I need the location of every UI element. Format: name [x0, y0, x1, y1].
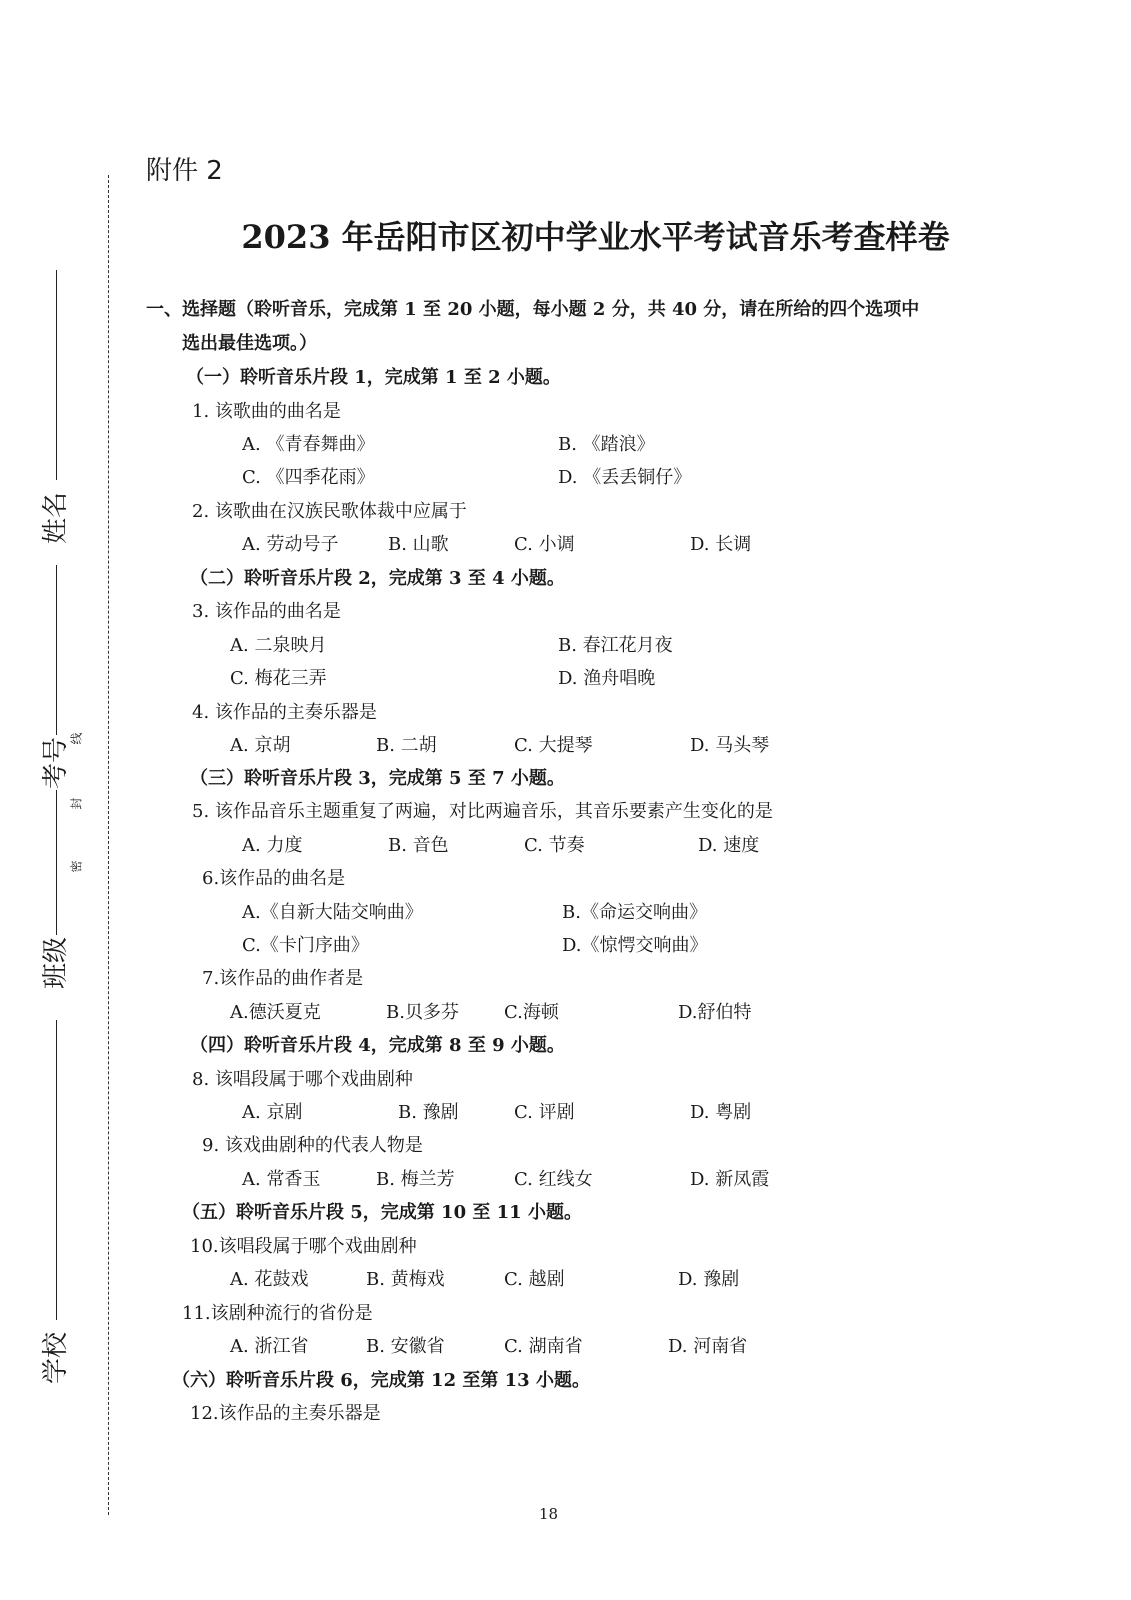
name-underline [56, 270, 57, 480]
question-4-option-b: B. 二胡 [376, 735, 437, 756]
question-1-option-c: C. 《四季花雨》 [242, 467, 375, 488]
question-3-stem: 3. 该作品的曲名是 [192, 601, 341, 622]
question-5-option-c: C. 节奏 [524, 835, 585, 856]
question-10-option-b: B. 黄梅戏 [366, 1269, 445, 1290]
class-underline [56, 790, 57, 935]
part-6-heading: （六）聆听音乐片段 6，完成第 12 至第 13 小题。 [172, 1370, 590, 1391]
question-8-stem: 8. 该唱段属于哪个戏曲剧种 [192, 1069, 413, 1090]
question-3-option-a: A. 二泉映月 [230, 635, 327, 656]
school-label: 学校 [41, 1331, 72, 1385]
question-5-option-d: D. 速度 [698, 835, 760, 856]
seal-seal-char: 封 [69, 797, 84, 810]
question-3-option-d: D. 渔舟唱晚 [558, 668, 656, 689]
question-2-stem: 2. 该歌曲在汉族民歌体裁中应属于 [192, 501, 467, 522]
question-8-option-d: D. 粤剧 [690, 1102, 752, 1123]
question-5-option-a: A. 力度 [242, 835, 303, 856]
question-6-option-c: C.《卡门序曲》 [242, 935, 369, 956]
question-5-stem: 5. 该作品音乐主题重复了两遍，对比两遍音乐，其音乐要素产生变化的是 [192, 801, 773, 822]
question-10-stem: 10.该唱段属于哪个戏曲剧种 [190, 1236, 417, 1257]
question-4-option-c: C. 大提琴 [514, 735, 593, 756]
name-label: 姓名 [41, 491, 72, 545]
part-2-heading: （二）聆听音乐片段 2，完成第 3 至 4 小题。 [190, 568, 565, 589]
question-3-option-b: B. 春江花月夜 [558, 635, 673, 656]
page-title: 2023 年岳阳市区初中学业水平考试音乐考查样卷 [241, 218, 950, 256]
question-12-stem: 12.该作品的主奏乐器是 [190, 1403, 381, 1424]
question-2-option-b: B. 山歌 [388, 534, 449, 555]
question-9-option-d: D. 新凤霞 [690, 1169, 770, 1190]
question-3-option-c: C. 梅花三弄 [230, 668, 327, 689]
question-9-option-c: C. 红线女 [514, 1169, 593, 1190]
question-5-option-b: B. 音色 [388, 835, 449, 856]
question-1-option-d: D. 《丢丢铜仔》 [558, 467, 692, 488]
question-10-option-c: C. 越剧 [504, 1269, 565, 1290]
part-3-heading: （三）聆听音乐片段 3，完成第 5 至 7 小题。 [190, 768, 565, 789]
part-4-heading: （四）聆听音乐片段 4，完成第 8 至 9 小题。 [190, 1035, 565, 1056]
question-8-option-c: C. 评剧 [514, 1102, 575, 1123]
question-8-option-a: A. 京剧 [242, 1102, 303, 1123]
seal-secret-char: 密 [69, 860, 84, 873]
page-number: 18 [539, 1505, 559, 1523]
question-8-option-b: B. 豫剧 [398, 1102, 459, 1123]
question-9-option-a: A. 常香玉 [242, 1169, 321, 1190]
question-7-stem: 7.该作品的曲作者是 [202, 968, 364, 989]
question-4-option-d: D. 马头琴 [690, 735, 770, 756]
exam-no-label: 考号 [41, 736, 72, 790]
question-9-option-b: B. 梅兰芳 [376, 1169, 455, 1190]
question-11-option-a: A. 浙江省 [230, 1336, 309, 1357]
fold-dashed-line [108, 175, 109, 1515]
question-7-option-d: D.舒伯特 [678, 1002, 752, 1023]
question-11-option-d: D. 河南省 [668, 1336, 748, 1357]
question-2-option-d: D. 长调 [690, 534, 752, 555]
question-2-option-a: A. 劳动号子 [242, 534, 339, 555]
question-1-option-a: A. 《青春舞曲》 [242, 434, 375, 455]
section-heading-line1: 一、选择题（聆听音乐，完成第 1 至 20 小题，每小题 2 分，共 40 分，请在所给的四个选项中 [146, 299, 920, 320]
section-heading-line2: 选出最佳选项。） [182, 333, 317, 354]
question-6-option-a: A.《自新大陆交响曲》 [242, 902, 423, 923]
question-11-option-c: C. 湖南省 [504, 1336, 583, 1357]
question-11-stem: 11.该剧种流行的省份是 [182, 1303, 373, 1324]
seal-line-char: 线 [69, 732, 84, 745]
question-7-option-b: B.贝多芬 [386, 1002, 459, 1023]
question-6-stem: 6.该作品的曲名是 [202, 868, 346, 889]
annex-label: 附件 2 [146, 156, 223, 186]
class-label: 班级 [41, 936, 72, 990]
question-2-option-c: C. 小调 [514, 534, 575, 555]
question-6-option-b: B.《命运交响曲》 [562, 902, 707, 923]
question-9-stem: 9. 该戏曲剧种的代表人物是 [202, 1135, 423, 1156]
part-1-heading: （一）聆听音乐片段 1，完成第 1 至 2 小题。 [186, 367, 561, 388]
question-6-option-d: D.《惊愕交响曲》 [562, 935, 708, 956]
question-1-option-b: B. 《踏浪》 [558, 434, 655, 455]
question-4-stem: 4. 该作品的主奏乐器是 [192, 702, 377, 723]
question-7-option-c: C.海顿 [504, 1002, 559, 1023]
question-10-option-a: A. 花鼓戏 [230, 1269, 309, 1290]
question-7-option-a: A.德沃夏克 [230, 1002, 321, 1023]
part-5-heading: （五）聆听音乐片段 5，完成第 10 至 11 小题。 [182, 1202, 582, 1223]
question-4-option-a: A. 京胡 [230, 735, 291, 756]
question-1-stem: 1. 该歌曲的曲名是 [192, 401, 341, 422]
question-10-option-d: D. 豫剧 [678, 1269, 740, 1290]
exam-no-underline [56, 565, 57, 735]
question-11-option-b: B. 安徽省 [366, 1336, 445, 1357]
school-underline [56, 1020, 57, 1320]
